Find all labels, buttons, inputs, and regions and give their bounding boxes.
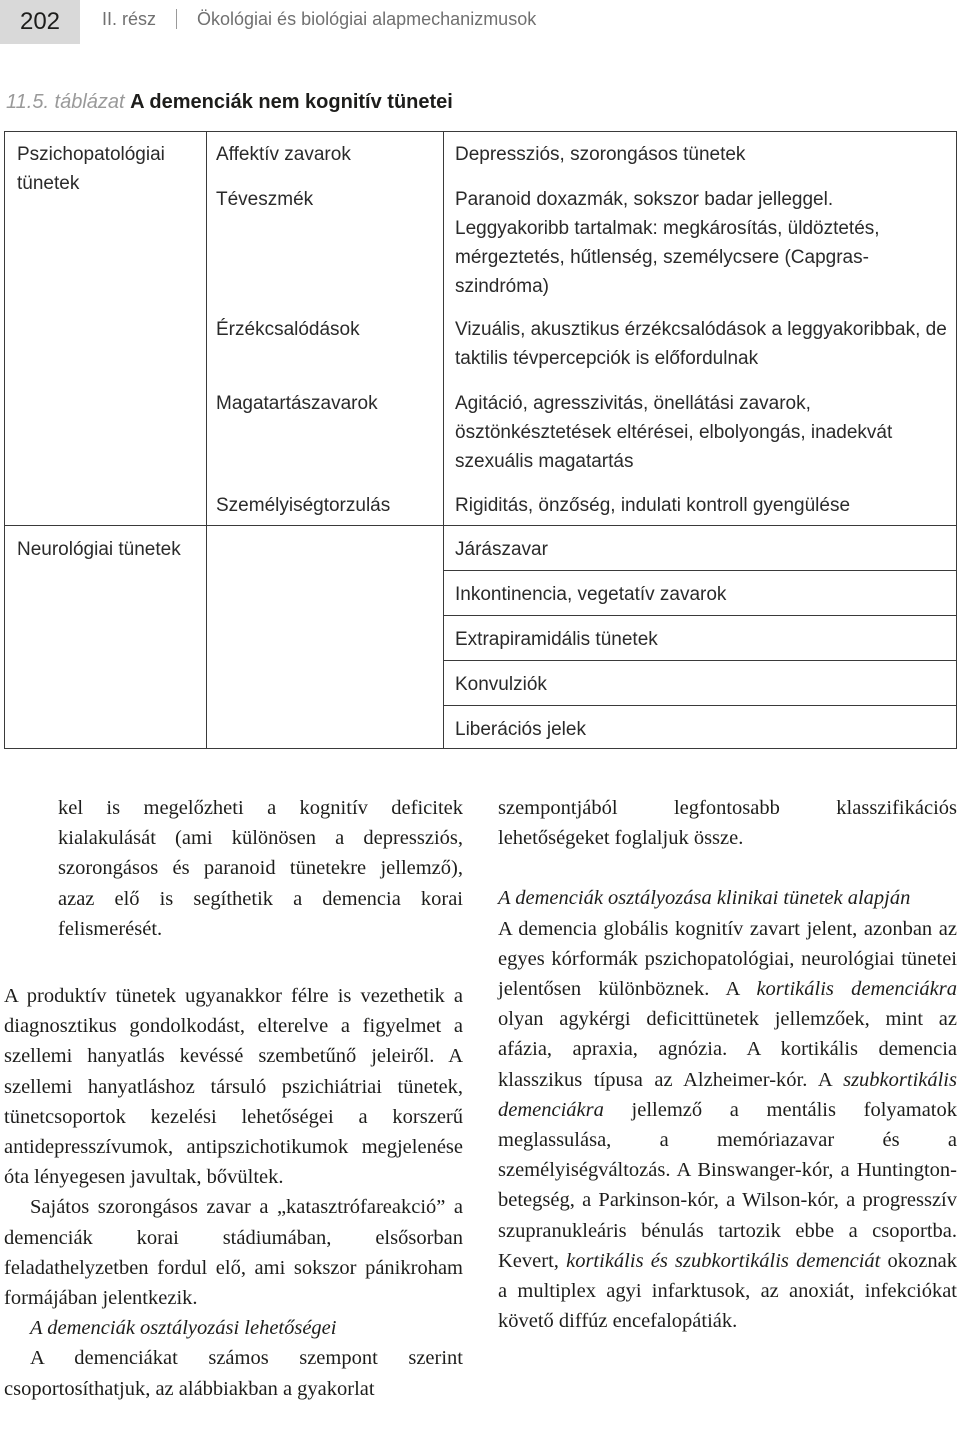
description-cell: Járászavar [455,539,548,560]
text-run: okoznak a multiplex agyi infarktusok, az anoxiát, infekciókat követő diffúz encefalopátiák. [498,1249,958,1333]
section-heading: A demenciák osztályozása klinikai tünetek alapján [498,887,911,910]
table-title: A demenciák nem kognitív tünetei [130,91,453,113]
paragraph: A produktív tünetek ugyanakkor félre is vezethetik a diagnosztikus gondolkodást, elterelve a figyelmet a szellemi hanyatlás kevéssé szembetűnő jeleiről. A szellemi hanyatláshoz társuló pszichiátriai tünetek, tünetcsoportok kezelési lehetőségei a korszerű antidepresszívumok, antipszichotikumok megjelenése óta lényegesen javultak, bővültek. [4,985,463,1189]
column-divider-1 [206,132,207,748]
emphasis: kortikális és szubkortikális demenciát [566,1249,881,1272]
category-cell: Személyiségtorzulás [216,495,391,516]
left-column-continuation [58,793,463,944]
category-cell: Érzékcsalódások [216,319,360,340]
group-label: Pszichopatológiai tünetek [17,144,165,194]
section-heading: A demenciák osztályozási lehetőségei [30,1317,337,1340]
description-cell: Agitáció, agresszivitás, önellátási zavarok, ösztönkésztetések eltérései, elbolyongás, inadekvát szexuális magatartás [455,393,893,472]
description-cell: Liberációs jelek [455,719,586,740]
table-number: 11.5. táblázat [6,91,125,113]
description-cell: Konvulziók [455,674,547,695]
paragraph: kel is megelőzheti a kognitív deficitek kialakulását (ami különösen a depressziós, szorongásos és paranoid tünetekre jellemző), azaz elő is segíthetik a demencia korai felismerését. [58,797,463,940]
right-column [498,793,957,1336]
column-divider-2 [443,132,444,748]
text-run: jellemző a mentális folyamatok meglassulása, a memóriazavar és a személyiségváltozás. A Binswanger-kór, a Huntington-betegség, a Parkinson-kór, a Wilson-kór, a progresszív szupranukleáris bénulás tartozik ebbe a csoportba. Kevert, [498,1098,957,1272]
symptoms-table [4,131,957,749]
description-cell: Vizuális, akusztikus érzékcsalódások a leggyakoribbak, de taktilis tévpercepciók is előfordulnak [455,319,947,369]
description-cell: Extrapiramidális tünetek [455,629,658,650]
emphasis: kortikális demenciákra [756,978,958,1001]
group-label: Neurológiai tünetek [17,539,181,560]
part-label: II. rész [102,9,157,29]
category-cell: Téveszmék [216,189,314,210]
table-caption [6,91,453,114]
category-cell: Magatartászavarok [216,393,378,414]
paragraph: A demenciákat számos szempont szerint csoportosíthatjuk, az alábbiakban a gyakorlat [4,1347,463,1400]
text-run: A demencia globális kognitív zavart jelent, azonban az egyes kórformák pszichopatológiai, neurológiai tünetei jelentősen különböznek. A [498,917,957,1001]
category-cell: Affektív zavarok [216,144,351,165]
page-number: 202 [0,0,80,44]
header-divider [176,9,177,29]
description-cell: Depressziós, szorongásos tünetek [455,144,746,165]
description-cell: Rigiditás, önzőség, indulati kontroll gyengülése [455,495,851,516]
row-divider [443,570,956,571]
paragraph: Sajátos szorongásos zavar a „katasztrófareakció” a demenciák korai stádiumában, elsősorban feladathelyzetben fordul elő, ami sokszor pánikroham formájában jelentkezik. [4,1196,463,1310]
running-header [102,9,536,30]
group-divider [5,525,956,526]
row-divider [443,660,956,661]
paragraph: szempontjából legfontosabb klasszifikációs lehetőségeket foglaljuk össze. [498,797,957,850]
description-cell: Inkontinencia, vegetatív zavarok [455,584,727,605]
left-column [4,981,463,1404]
description-cell: Paranoid doxazmák, sokszor badar jelleggel. Leggyakoribb tartalmak: megkárosítás, üldöztetés, mérgeztetés, hűtlenség, személycsere (Capgras-szindróma) [455,189,880,297]
row-divider [443,705,956,706]
emphasis: szubkortikális demenciákra [498,1068,957,1121]
chapter-title: Ökológiai és biológiai alapmechanizmusok [197,9,537,29]
text-run: olyan agykérgi deficittünetek jellemzőek, mint az afázia, apraxia, agnózia. A kortikális demencia klasszikus típusa az Alzheimer-kór. A [498,1008,957,1091]
paragraph [498,914,957,1337]
row-divider [443,615,956,616]
